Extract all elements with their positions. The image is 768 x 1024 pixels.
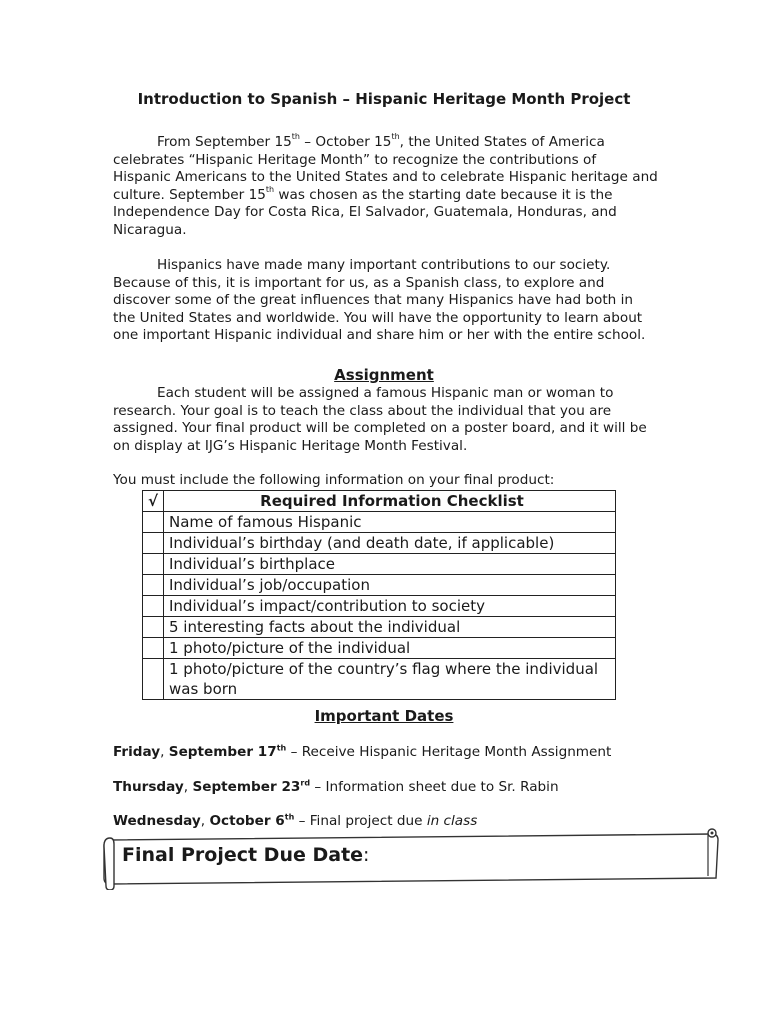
checklist-item: Individual’s job/occupation xyxy=(164,575,616,596)
checklist-row xyxy=(143,596,616,617)
intro-paragraph-1: From September 15th – October 15th, the United States of America celebrates “Hispanic Heritage Month” to recognize the contributions of Hispanic Americans to the United States and to celebrate Hispanic heritage and culture. September 15th was chosen as the starting date because it is the Independence Day for Costa Rica, El Salvador, Guatemala, Honduras, and Nicaragua. xyxy=(113,132,658,238)
document-title: Introduction to Spanish – Hispanic Heritage Month Project xyxy=(137,90,631,108)
checklist-row xyxy=(143,554,616,575)
checklist-row xyxy=(143,659,616,700)
date-line-3: Wednesday, October 6th – Final project due in class xyxy=(113,812,478,829)
checklist-row xyxy=(143,638,616,659)
checkbox-cell[interactable] xyxy=(143,512,164,533)
checklist-row xyxy=(143,512,616,533)
checklist-item: 5 interesting facts about the individual xyxy=(164,617,616,638)
checkbox-cell[interactable] xyxy=(143,554,164,575)
checkbox-cell[interactable] xyxy=(143,638,164,659)
required-info-checklist xyxy=(142,490,616,700)
intro-paragraph-2: Hispanics have made many important contributions to our society. Because of this, it is important for us, as a Spanish class, to explore and discover some of the great influences that many Hispanics have had both in the United States and worldwide. You will have the opportunity to learn about one important Hispanic individual and share him or her with the entire school. xyxy=(113,257,646,344)
checkbox-cell[interactable] xyxy=(143,659,164,700)
checklist-header: Required Information Checklist xyxy=(164,491,616,512)
date-line-2: Thursday, September 23rd – Information sheet due to Sr. Rabin xyxy=(113,778,559,795)
checklist-item: Individual’s birthday (and death date, if applicable) xyxy=(164,533,616,554)
checklist-row xyxy=(143,575,616,596)
checklist-header-row xyxy=(143,491,616,512)
assignment-heading: Assignment xyxy=(334,366,434,384)
checklist-item: Individual’s impact/contribution to society xyxy=(164,596,616,617)
checkbox-cell[interactable] xyxy=(143,596,164,617)
checklist-item: Name of famous Hispanic xyxy=(164,512,616,533)
checklist-row xyxy=(143,533,616,554)
important-dates-heading: Important Dates xyxy=(314,707,454,725)
checklist-item: 1 photo/picture of the country’s flag where the individual was born xyxy=(164,659,616,700)
checkbox-cell[interactable] xyxy=(143,575,164,596)
date-line-1: Friday, September 17th – Receive Hispanic Heritage Month Assignment xyxy=(113,743,612,760)
check-column-header: √ xyxy=(143,491,164,512)
checklist-item: Individual’s birthplace xyxy=(164,554,616,575)
checklist-item: 1 photo/picture of the individual xyxy=(164,638,616,659)
checkbox-cell[interactable] xyxy=(143,533,164,554)
checklist-row xyxy=(143,617,616,638)
final-due-date-label: Final Project Due Date: xyxy=(122,844,370,866)
assignment-paragraph: Each student will be assigned a famous Hispanic man or woman to research. Your goal is to teach the class about the individual that you are assigned. Your final product will be completed on a poster board, and it will be on display at IJG’s Hispanic Heritage Month Festival. xyxy=(113,385,647,454)
checkbox-cell[interactable] xyxy=(143,617,164,638)
due-date-scroll-banner xyxy=(100,828,720,890)
include-instruction: You must include the following information on your final product: xyxy=(113,472,555,488)
